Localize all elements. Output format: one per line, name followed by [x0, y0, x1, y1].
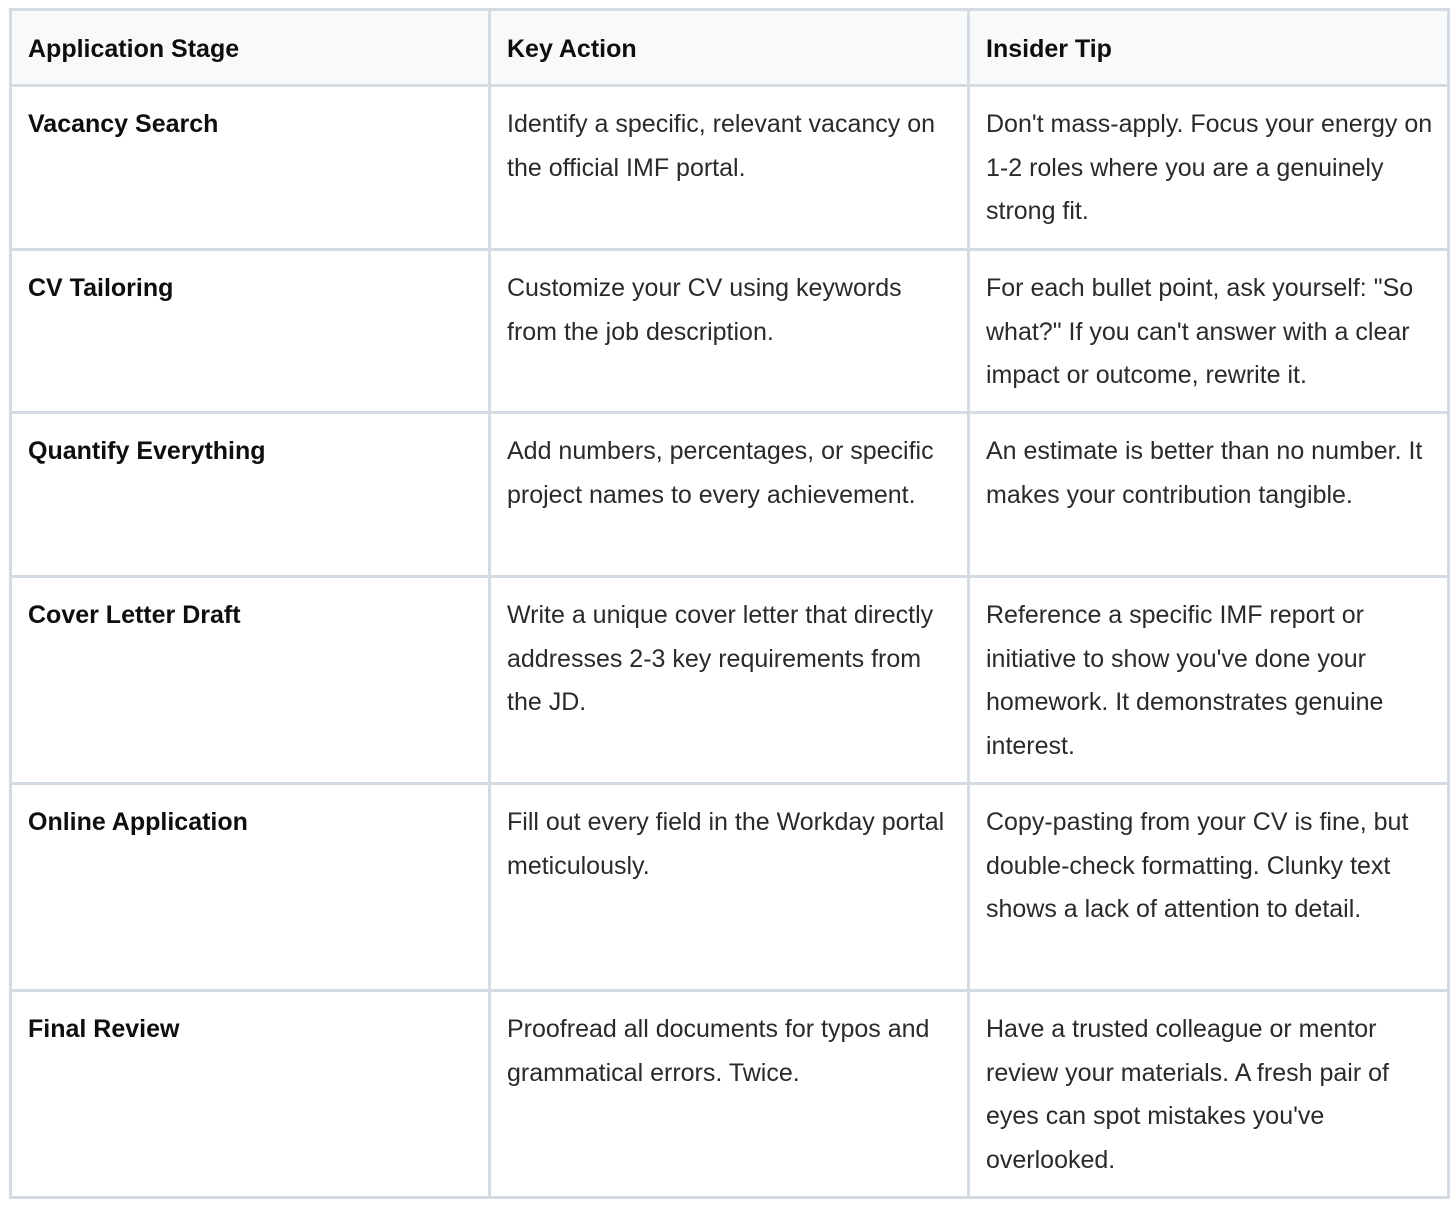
action-cell: Write a unique cover letter that directly addresses 2-3 key requirements from the JD. — [490, 577, 969, 784]
table-row — [11, 784, 1449, 991]
action-cell: Customize your CV using keywords from the job description. — [490, 250, 969, 413]
column-header-tip: Insider Tip — [969, 10, 1449, 86]
stage-cell: Final Review — [11, 991, 490, 1198]
action-cell: Add numbers, percentages, or specific project names to every achievement. — [490, 413, 969, 577]
tip-cell: For each bullet point, ask yourself: "So what?" If you can't answer with a clear impact or outcome, rewrite it. — [969, 250, 1449, 413]
table-row — [11, 413, 1449, 577]
stage-cell: Cover Letter Draft — [11, 577, 490, 784]
tip-cell: An estimate is better than no number. It makes your contribution tangible. — [969, 413, 1449, 577]
tip-cell: Reference a specific IMF report or initiative to show you've done your homework. It demonstrates genuine interest. — [969, 577, 1449, 784]
action-cell: Proofread all documents for typos and grammatical errors. Twice. — [490, 991, 969, 1198]
application-stages-table — [9, 8, 1450, 1199]
action-cell: Fill out every field in the Workday portal meticulously. — [490, 784, 969, 991]
table-row — [11, 86, 1449, 250]
table-body — [11, 86, 1449, 1198]
stage-cell: CV Tailoring — [11, 250, 490, 413]
tip-cell: Have a trusted colleague or mentor review your materials. A fresh pair of eyes can spot mistakes you've overlooked. — [969, 991, 1449, 1198]
tip-cell: Don't mass-apply. Focus your energy on 1-2 roles where you are a genuinely strong fit. — [969, 86, 1449, 250]
stage-cell: Vacancy Search — [11, 86, 490, 250]
tip-cell: Copy-pasting from your CV is fine, but double-check formatting. Clunky text shows a lack of attention to detail. — [969, 784, 1449, 991]
column-header-stage: Application Stage — [11, 10, 490, 86]
table-row — [11, 250, 1449, 413]
column-header-action: Key Action — [490, 10, 969, 86]
stage-cell: Quantify Everything — [11, 413, 490, 577]
table-row — [11, 577, 1449, 784]
action-cell: Identify a specific, relevant vacancy on the official IMF portal. — [490, 86, 969, 250]
table-row — [11, 991, 1449, 1198]
stage-cell: Online Application — [11, 784, 490, 991]
application-stages-table-wrapper — [9, 8, 1447, 1199]
header-row — [11, 10, 1449, 86]
table-header — [11, 10, 1449, 86]
